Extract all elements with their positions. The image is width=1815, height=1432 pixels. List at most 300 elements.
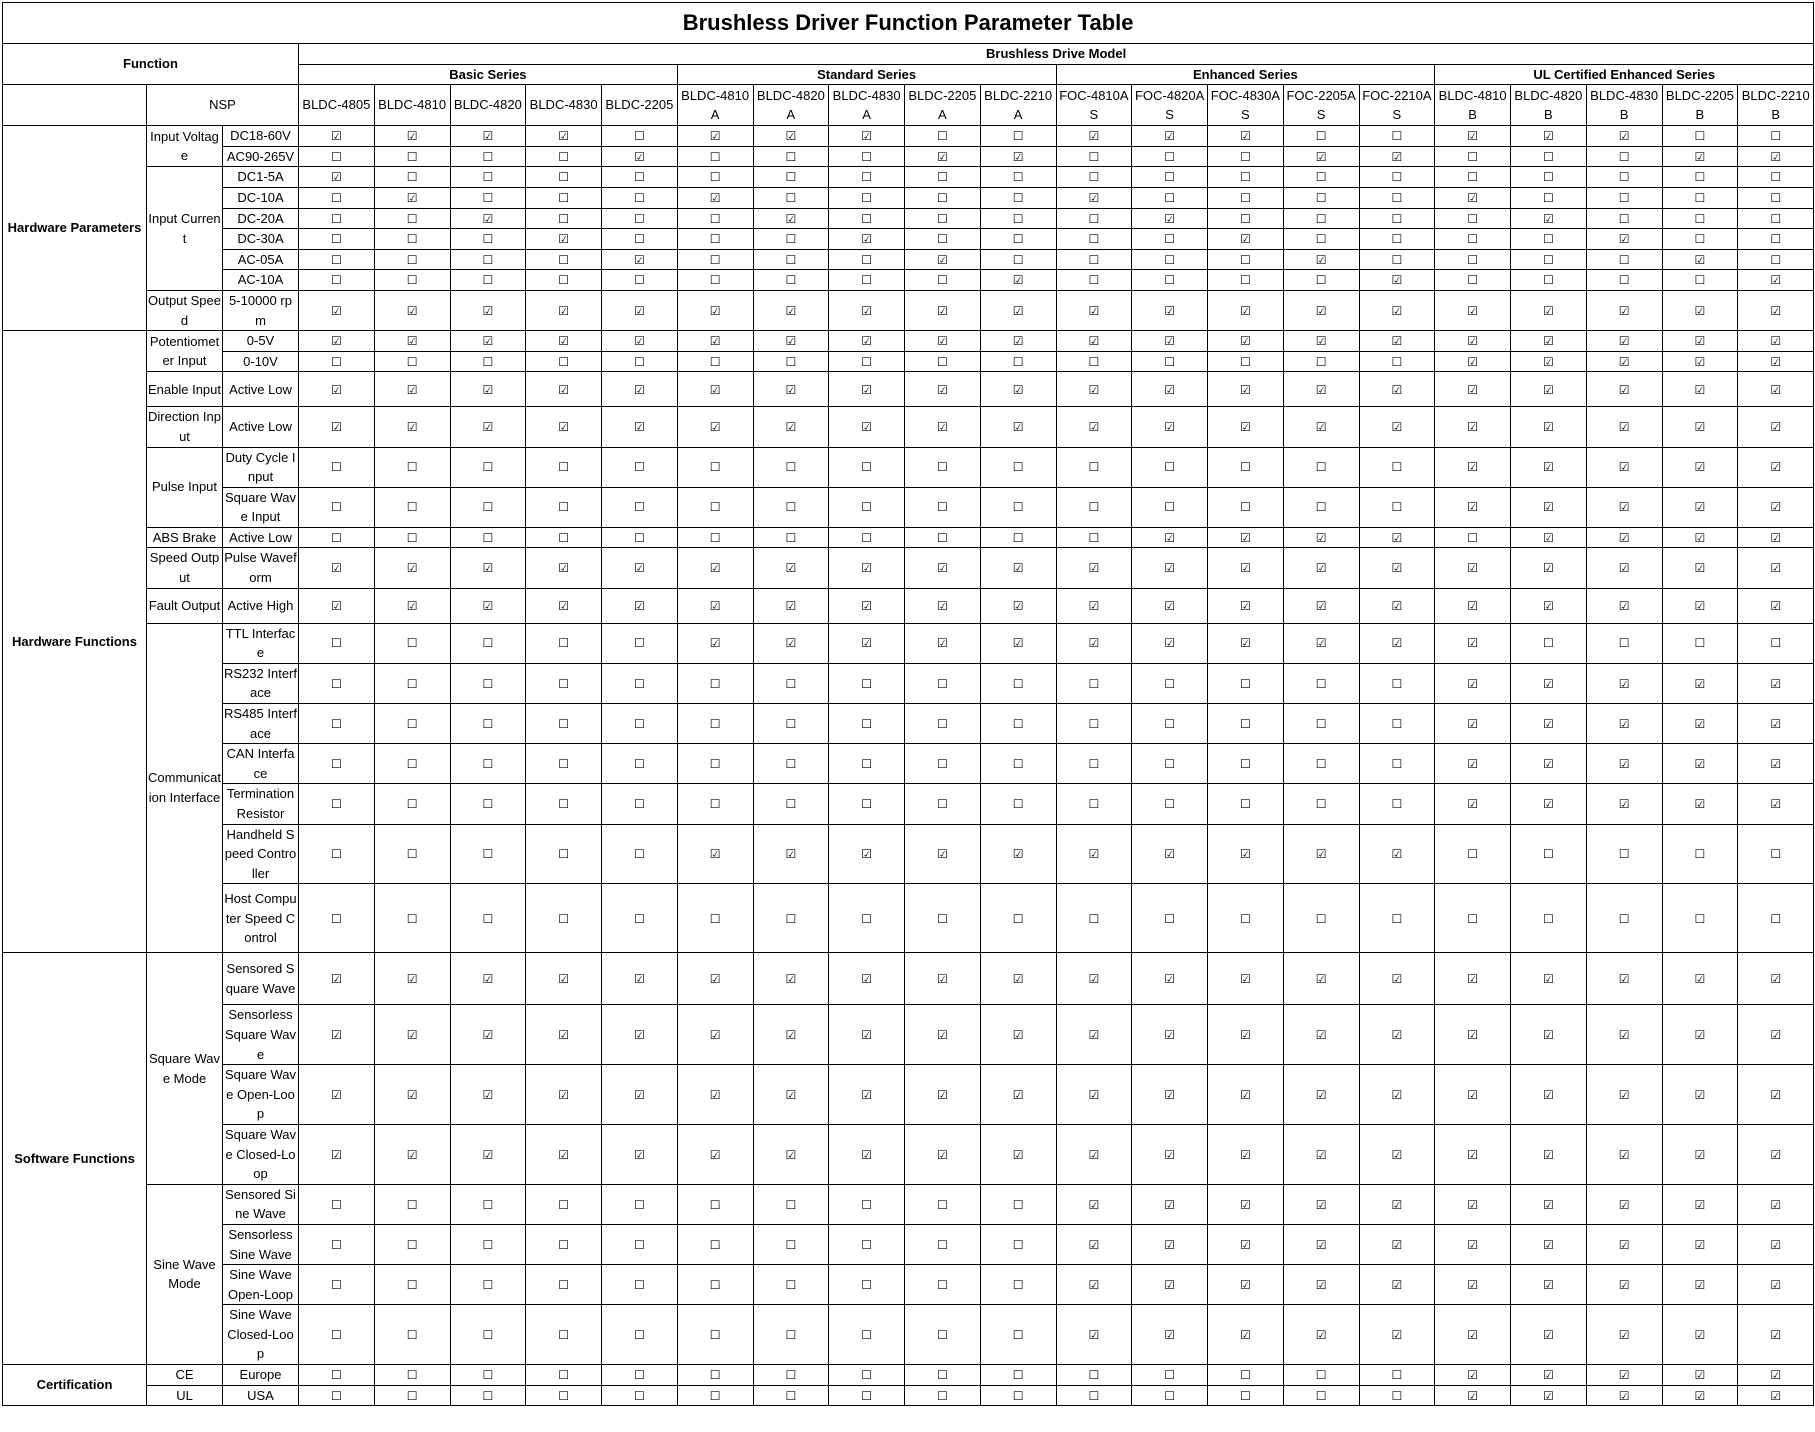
unchecked-box-icon: ☐: [406, 757, 418, 772]
unchecked-box-icon: ☐: [330, 252, 342, 267]
table-cell: [753, 487, 829, 527]
unchecked-box-icon: ☐: [1618, 636, 1630, 651]
table-cell: [602, 270, 678, 291]
checked-box-icon: ☑: [1618, 716, 1630, 731]
table-cell: [905, 704, 981, 744]
checked-box-icon: ☑: [1315, 598, 1327, 613]
checked-box-icon: ☑: [1467, 1388, 1478, 1403]
table-cell: [526, 331, 602, 352]
table-cell: [1132, 1224, 1208, 1264]
table-cell: [1208, 623, 1284, 663]
table-cell: [1359, 187, 1435, 208]
table-cell: [602, 704, 678, 744]
checked-box-icon: ☑: [1012, 561, 1024, 576]
table-cell: [1283, 1124, 1359, 1184]
table-row: [3, 1224, 1814, 1264]
checked-box-icon: ☑: [1618, 676, 1630, 691]
table-cell: [905, 588, 981, 623]
unchecked-box-icon: ☐: [936, 232, 948, 247]
checked-box-icon: ☑: [1391, 273, 1403, 288]
unchecked-box-icon: ☐: [1391, 129, 1403, 144]
table-cell: [450, 1224, 526, 1264]
unchecked-box-icon: ☐: [1694, 273, 1706, 288]
unchecked-box-icon: ☐: [1088, 273, 1100, 288]
table-cell: [677, 249, 753, 270]
unchecked-box-icon: ☐: [1164, 252, 1175, 267]
checked-box-icon: ☑: [936, 303, 948, 318]
model-header-bldc-4805: BLDC-4805: [299, 85, 375, 126]
checked-box-icon: ☑: [633, 303, 645, 318]
table-cell: [1511, 331, 1587, 352]
table-cell: [1359, 663, 1435, 703]
checked-box-icon: ☑: [1164, 1277, 1175, 1292]
checked-box-icon: ☑: [1088, 847, 1100, 862]
table-cell: [677, 824, 753, 884]
checked-box-icon: ☑: [330, 129, 342, 144]
table-cell: [1511, 623, 1587, 663]
unchecked-box-icon: ☐: [330, 757, 342, 772]
checked-box-icon: ☑: [1694, 972, 1706, 987]
model-header-bldc-2210b: BLDC-2210B: [1738, 85, 1814, 126]
checked-box-icon: ☑: [1315, 303, 1327, 318]
unchecked-box-icon: ☐: [558, 252, 569, 267]
unchecked-box-icon: ☐: [861, 460, 872, 475]
unchecked-box-icon: ☐: [785, 1368, 797, 1383]
unchecked-box-icon: ☐: [1012, 1327, 1024, 1342]
unchecked-box-icon: ☐: [1315, 1368, 1327, 1383]
table-cell: [1283, 704, 1359, 744]
table-cell: [1586, 548, 1662, 588]
checked-box-icon: ☑: [1164, 636, 1175, 651]
table-cell: [1738, 1224, 1814, 1264]
table-cell: [829, 784, 905, 824]
checked-box-icon: ☑: [1694, 460, 1706, 475]
checked-box-icon: ☑: [1770, 598, 1782, 613]
checked-box-icon: ☑: [558, 382, 569, 397]
checked-box-icon: ☑: [1239, 334, 1251, 349]
checked-box-icon: ☑: [1542, 1327, 1554, 1342]
checked-box-icon: ☑: [1770, 382, 1782, 397]
table-cell: [450, 126, 526, 147]
table-cell: [1586, 824, 1662, 884]
table-cell: [1435, 290, 1511, 330]
unchecked-box-icon: ☐: [1542, 911, 1554, 926]
table-cell: [526, 1305, 602, 1365]
table-cell: [1738, 146, 1814, 167]
series-header-basic-series: Basic Series: [299, 64, 678, 85]
table-cell: [1511, 146, 1587, 167]
unchecked-box-icon: ☐: [709, 149, 721, 164]
checked-box-icon: ☑: [1315, 972, 1327, 987]
table-cell: [905, 270, 981, 291]
checked-box-icon: ☑: [861, 1027, 872, 1042]
table-cell: [1511, 1184, 1587, 1224]
table-cell: [1132, 372, 1208, 407]
table-cell: [1738, 447, 1814, 487]
table-cell: [980, 1305, 1056, 1365]
table-cell: [450, 146, 526, 167]
model-header-foc-2210as: FOC-2210AS: [1359, 85, 1435, 126]
checked-box-icon: ☑: [1694, 1237, 1706, 1252]
checked-box-icon: ☑: [1694, 598, 1706, 613]
table-cell: [1738, 623, 1814, 663]
checked-box-icon: ☑: [406, 334, 418, 349]
table-cell: [1511, 126, 1587, 147]
table-row: [3, 126, 1814, 147]
table-cell: [829, 331, 905, 352]
unchecked-box-icon: ☐: [1012, 716, 1024, 731]
table-cell: [980, 270, 1056, 291]
table-cell: [677, 623, 753, 663]
checked-box-icon: ☑: [1694, 797, 1706, 812]
table-cell: [1132, 447, 1208, 487]
checked-box-icon: ☑: [1391, 636, 1403, 651]
table-cell: [677, 1005, 753, 1065]
unchecked-box-icon: ☐: [1315, 460, 1327, 475]
table-cell: [1132, 744, 1208, 784]
unchecked-box-icon: ☐: [1012, 500, 1024, 515]
checked-box-icon: ☑: [785, 1087, 797, 1102]
unchecked-box-icon: ☐: [1391, 500, 1403, 515]
checked-box-icon: ☑: [1694, 382, 1706, 397]
table-cell: [1586, 623, 1662, 663]
unchecked-box-icon: ☐: [1012, 797, 1024, 812]
table-cell: [829, 270, 905, 291]
unchecked-box-icon: ☐: [1012, 190, 1024, 205]
unchecked-box-icon: ☐: [1391, 354, 1403, 369]
table-cell: [1586, 1184, 1662, 1224]
checked-box-icon: ☑: [1012, 1147, 1024, 1162]
unchecked-box-icon: ☐: [1467, 911, 1478, 926]
table-cell: [602, 1005, 678, 1065]
table-cell: [1511, 229, 1587, 250]
unchecked-box-icon: ☐: [861, 676, 872, 691]
checked-box-icon: ☑: [1694, 1027, 1706, 1042]
table-cell: [1662, 146, 1738, 167]
unchecked-box-icon: ☐: [1467, 232, 1478, 247]
checked-box-icon: ☑: [1012, 598, 1024, 613]
table-cell: [753, 187, 829, 208]
unchecked-box-icon: ☐: [633, 1388, 645, 1403]
table-cell: [526, 704, 602, 744]
table-cell: [602, 1124, 678, 1184]
table-cell: [1132, 126, 1208, 147]
table-cell: [1208, 1184, 1284, 1224]
checked-box-icon: ☑: [330, 303, 342, 318]
table-cell: [374, 487, 450, 527]
unchecked-box-icon: ☐: [1239, 460, 1251, 475]
table-cell: [980, 447, 1056, 487]
unchecked-box-icon: ☐: [1164, 170, 1175, 185]
table-cell: [1208, 1385, 1284, 1406]
table-cell: [753, 663, 829, 703]
table-cell: [374, 1184, 450, 1224]
table-cell: [526, 1065, 602, 1125]
table-cell: [1435, 270, 1511, 291]
checked-box-icon: ☑: [1770, 757, 1782, 772]
checked-box-icon: ☑: [1467, 676, 1478, 691]
table-cell: [602, 331, 678, 352]
table-cell: [1435, 663, 1511, 703]
table-cell: [980, 1184, 1056, 1224]
unchecked-box-icon: ☐: [861, 1277, 872, 1292]
unchecked-box-icon: ☐: [785, 1327, 797, 1342]
table-cell: [1359, 126, 1435, 147]
model-header-bldc-4830a: BLDC-4830A: [829, 85, 905, 126]
unchecked-box-icon: ☐: [1164, 716, 1175, 731]
table-cell: [677, 784, 753, 824]
table-cell: [905, 784, 981, 824]
table-cell: [980, 1065, 1056, 1125]
checked-box-icon: ☑: [709, 1147, 721, 1162]
group-enable-input: Enable Input: [147, 372, 223, 407]
checked-box-icon: ☑: [482, 382, 494, 397]
table-cell: [374, 270, 450, 291]
table-cell: [677, 146, 753, 167]
table-cell: [1056, 372, 1132, 407]
table-cell: [450, 1385, 526, 1406]
table-cell: [526, 1224, 602, 1264]
unchecked-box-icon: ☐: [1694, 170, 1706, 185]
table-cell: [1738, 167, 1814, 188]
table-cell: [1208, 1224, 1284, 1264]
table-cell: [450, 487, 526, 527]
checked-box-icon: ☑: [482, 420, 494, 435]
table-cell: [1662, 1305, 1738, 1365]
group-output-speed: Output Speed: [147, 290, 223, 330]
unchecked-box-icon: ☐: [406, 354, 418, 369]
unchecked-box-icon: ☐: [558, 190, 569, 205]
unchecked-box-icon: ☐: [482, 354, 494, 369]
table-cell: [1511, 407, 1587, 447]
table-cell: [1511, 167, 1587, 188]
checked-box-icon: ☑: [1239, 1087, 1251, 1102]
checked-box-icon: ☑: [558, 303, 569, 318]
item-ac-05a: AC-05A: [223, 249, 299, 270]
table-cell: [1435, 588, 1511, 623]
table-cell: [602, 167, 678, 188]
unchecked-box-icon: ☐: [406, 149, 418, 164]
unchecked-box-icon: ☐: [785, 354, 797, 369]
unchecked-box-icon: ☐: [785, 911, 797, 926]
table-cell: [677, 704, 753, 744]
table-cell: [753, 548, 829, 588]
checked-box-icon: ☑: [1391, 1147, 1403, 1162]
unchecked-box-icon: ☐: [1770, 252, 1782, 267]
checked-box-icon: ☑: [1770, 149, 1782, 164]
table-cell: [980, 187, 1056, 208]
unchecked-box-icon: ☐: [482, 232, 494, 247]
table-cell: [1056, 447, 1132, 487]
table-cell: [1056, 208, 1132, 229]
checked-box-icon: ☑: [1239, 382, 1251, 397]
table-cell: [374, 1365, 450, 1386]
table-cell: [374, 704, 450, 744]
table-cell: [1283, 372, 1359, 407]
unchecked-box-icon: ☐: [709, 354, 721, 369]
unchecked-box-icon: ☐: [330, 716, 342, 731]
unchecked-box-icon: ☐: [482, 911, 494, 926]
unchecked-box-icon: ☐: [633, 1327, 645, 1342]
table-cell: [602, 146, 678, 167]
checked-box-icon: ☑: [1391, 149, 1403, 164]
checked-box-icon: ☑: [1618, 1027, 1630, 1042]
table-cell: [299, 824, 375, 884]
table-row: [3, 784, 1814, 824]
checked-box-icon: ☑: [1315, 636, 1327, 651]
table-cell: [1283, 623, 1359, 663]
checked-box-icon: ☑: [330, 1087, 342, 1102]
table-cell: [980, 548, 1056, 588]
table-cell: [602, 784, 678, 824]
table-cell: [1283, 588, 1359, 623]
unchecked-box-icon: ☐: [861, 170, 872, 185]
table-row: [3, 487, 1814, 527]
table-cell: [1208, 1124, 1284, 1184]
table-cell: [905, 146, 981, 167]
table-cell: [1738, 407, 1814, 447]
table-cell: [374, 1224, 450, 1264]
unchecked-box-icon: ☐: [482, 676, 494, 691]
table-cell: [1359, 146, 1435, 167]
table-cell: [1511, 351, 1587, 372]
table-cell: [1132, 187, 1208, 208]
unchecked-box-icon: ☐: [1239, 1368, 1251, 1383]
checked-box-icon: ☑: [330, 1027, 342, 1042]
table-cell: [1662, 331, 1738, 352]
checked-box-icon: ☑: [1694, 757, 1706, 772]
table-cell: [1511, 187, 1587, 208]
table-cell: [1283, 229, 1359, 250]
table-cell: [299, 290, 375, 330]
table-cell: [299, 704, 375, 744]
table-cell: [1586, 744, 1662, 784]
checked-box-icon: ☑: [633, 252, 645, 267]
unchecked-box-icon: ☐: [1315, 273, 1327, 288]
checked-box-icon: ☑: [1391, 1087, 1403, 1102]
header-row-models: [3, 85, 1814, 126]
table-cell: [526, 1124, 602, 1184]
table-cell: [1208, 1005, 1284, 1065]
table-cell: [980, 1385, 1056, 1406]
unchecked-box-icon: ☐: [1391, 676, 1403, 691]
unchecked-box-icon: ☐: [482, 847, 494, 862]
table-cell: [1132, 1005, 1208, 1065]
checked-box-icon: ☑: [1239, 598, 1251, 613]
table-cell: [1132, 351, 1208, 372]
checked-box-icon: ☑: [1618, 1368, 1630, 1383]
table-cell: [1586, 351, 1662, 372]
checked-box-icon: ☑: [861, 1087, 872, 1102]
unchecked-box-icon: ☐: [1315, 676, 1327, 691]
unchecked-box-icon: ☐: [633, 232, 645, 247]
item-ac90-265v: AC90-265V: [223, 146, 299, 167]
checked-box-icon: ☑: [1088, 190, 1100, 205]
checked-box-icon: ☑: [330, 170, 342, 185]
unchecked-box-icon: ☐: [1467, 252, 1478, 267]
checked-box-icon: ☑: [1239, 847, 1251, 862]
checked-box-icon: ☑: [1770, 500, 1782, 515]
unchecked-box-icon: ☐: [785, 460, 797, 475]
unchecked-box-icon: ☐: [1542, 232, 1554, 247]
table-cell: [1511, 447, 1587, 487]
table-cell: [1056, 331, 1132, 352]
unchecked-box-icon: ☐: [1164, 354, 1175, 369]
table-cell: [905, 1305, 981, 1365]
item-active-high: Active High: [223, 588, 299, 623]
checked-box-icon: ☑: [1391, 420, 1403, 435]
table-cell: [1511, 1385, 1587, 1406]
table-cell: [1359, 704, 1435, 744]
table-cell: [1208, 447, 1284, 487]
table-cell: [526, 447, 602, 487]
table-cell: [1738, 1065, 1814, 1125]
table-cell: [450, 884, 526, 953]
model-header-bldc-4810b: BLDC-4810B: [1435, 85, 1511, 126]
model-header-foc-4820as: FOC-4820AS: [1132, 85, 1208, 126]
table-cell: [677, 331, 753, 352]
table-cell: [677, 407, 753, 447]
unchecked-box-icon: ☐: [1391, 911, 1403, 926]
table-row: [3, 372, 1814, 407]
table-cell: [450, 784, 526, 824]
unchecked-box-icon: ☐: [709, 273, 721, 288]
unchecked-box-icon: ☐: [785, 797, 797, 812]
table-cell: [450, 351, 526, 372]
category-software-functions: Software Functions: [3, 953, 147, 1365]
table-cell: [1208, 249, 1284, 270]
model-header-foc-4830as: FOC-4830AS: [1208, 85, 1284, 126]
table-cell: [1662, 270, 1738, 291]
table-cell: [1056, 1184, 1132, 1224]
checked-box-icon: ☑: [1618, 530, 1630, 545]
table-cell: [905, 487, 981, 527]
checked-box-icon: ☑: [1164, 598, 1175, 613]
checked-box-icon: ☑: [558, 1087, 569, 1102]
checked-box-icon: ☑: [1694, 1197, 1706, 1212]
table-cell: [1359, 372, 1435, 407]
unchecked-box-icon: ☐: [1088, 252, 1100, 267]
checked-box-icon: ☑: [1542, 1388, 1554, 1403]
unchecked-box-icon: ☐: [1391, 170, 1403, 185]
item-ttl-interface: TTL Interface: [223, 623, 299, 663]
table-cell: [526, 372, 602, 407]
table-cell: [1586, 331, 1662, 352]
table-cell: [299, 1305, 375, 1365]
table-cell: [677, 1065, 753, 1125]
table-cell: [299, 663, 375, 703]
table-cell: [450, 953, 526, 1005]
checked-box-icon: ☑: [1012, 303, 1024, 318]
table-cell: [1435, 447, 1511, 487]
checked-box-icon: ☑: [785, 211, 797, 226]
checked-box-icon: ☑: [1164, 334, 1175, 349]
table-cell: [602, 290, 678, 330]
checked-box-icon: ☑: [1542, 1237, 1554, 1252]
checked-box-icon: ☑: [1391, 972, 1403, 987]
table-cell: [1208, 704, 1284, 744]
table-cell: [753, 884, 829, 953]
checked-box-icon: ☑: [1012, 972, 1024, 987]
table-cell: [1738, 187, 1814, 208]
checked-box-icon: ☑: [406, 190, 418, 205]
table-cell: [1283, 1385, 1359, 1406]
checked-box-icon: ☑: [1012, 273, 1024, 288]
table-row: [3, 1184, 1814, 1224]
table-cell: [450, 663, 526, 703]
unchecked-box-icon: ☐: [1012, 757, 1024, 772]
checked-box-icon: ☑: [1391, 303, 1403, 318]
